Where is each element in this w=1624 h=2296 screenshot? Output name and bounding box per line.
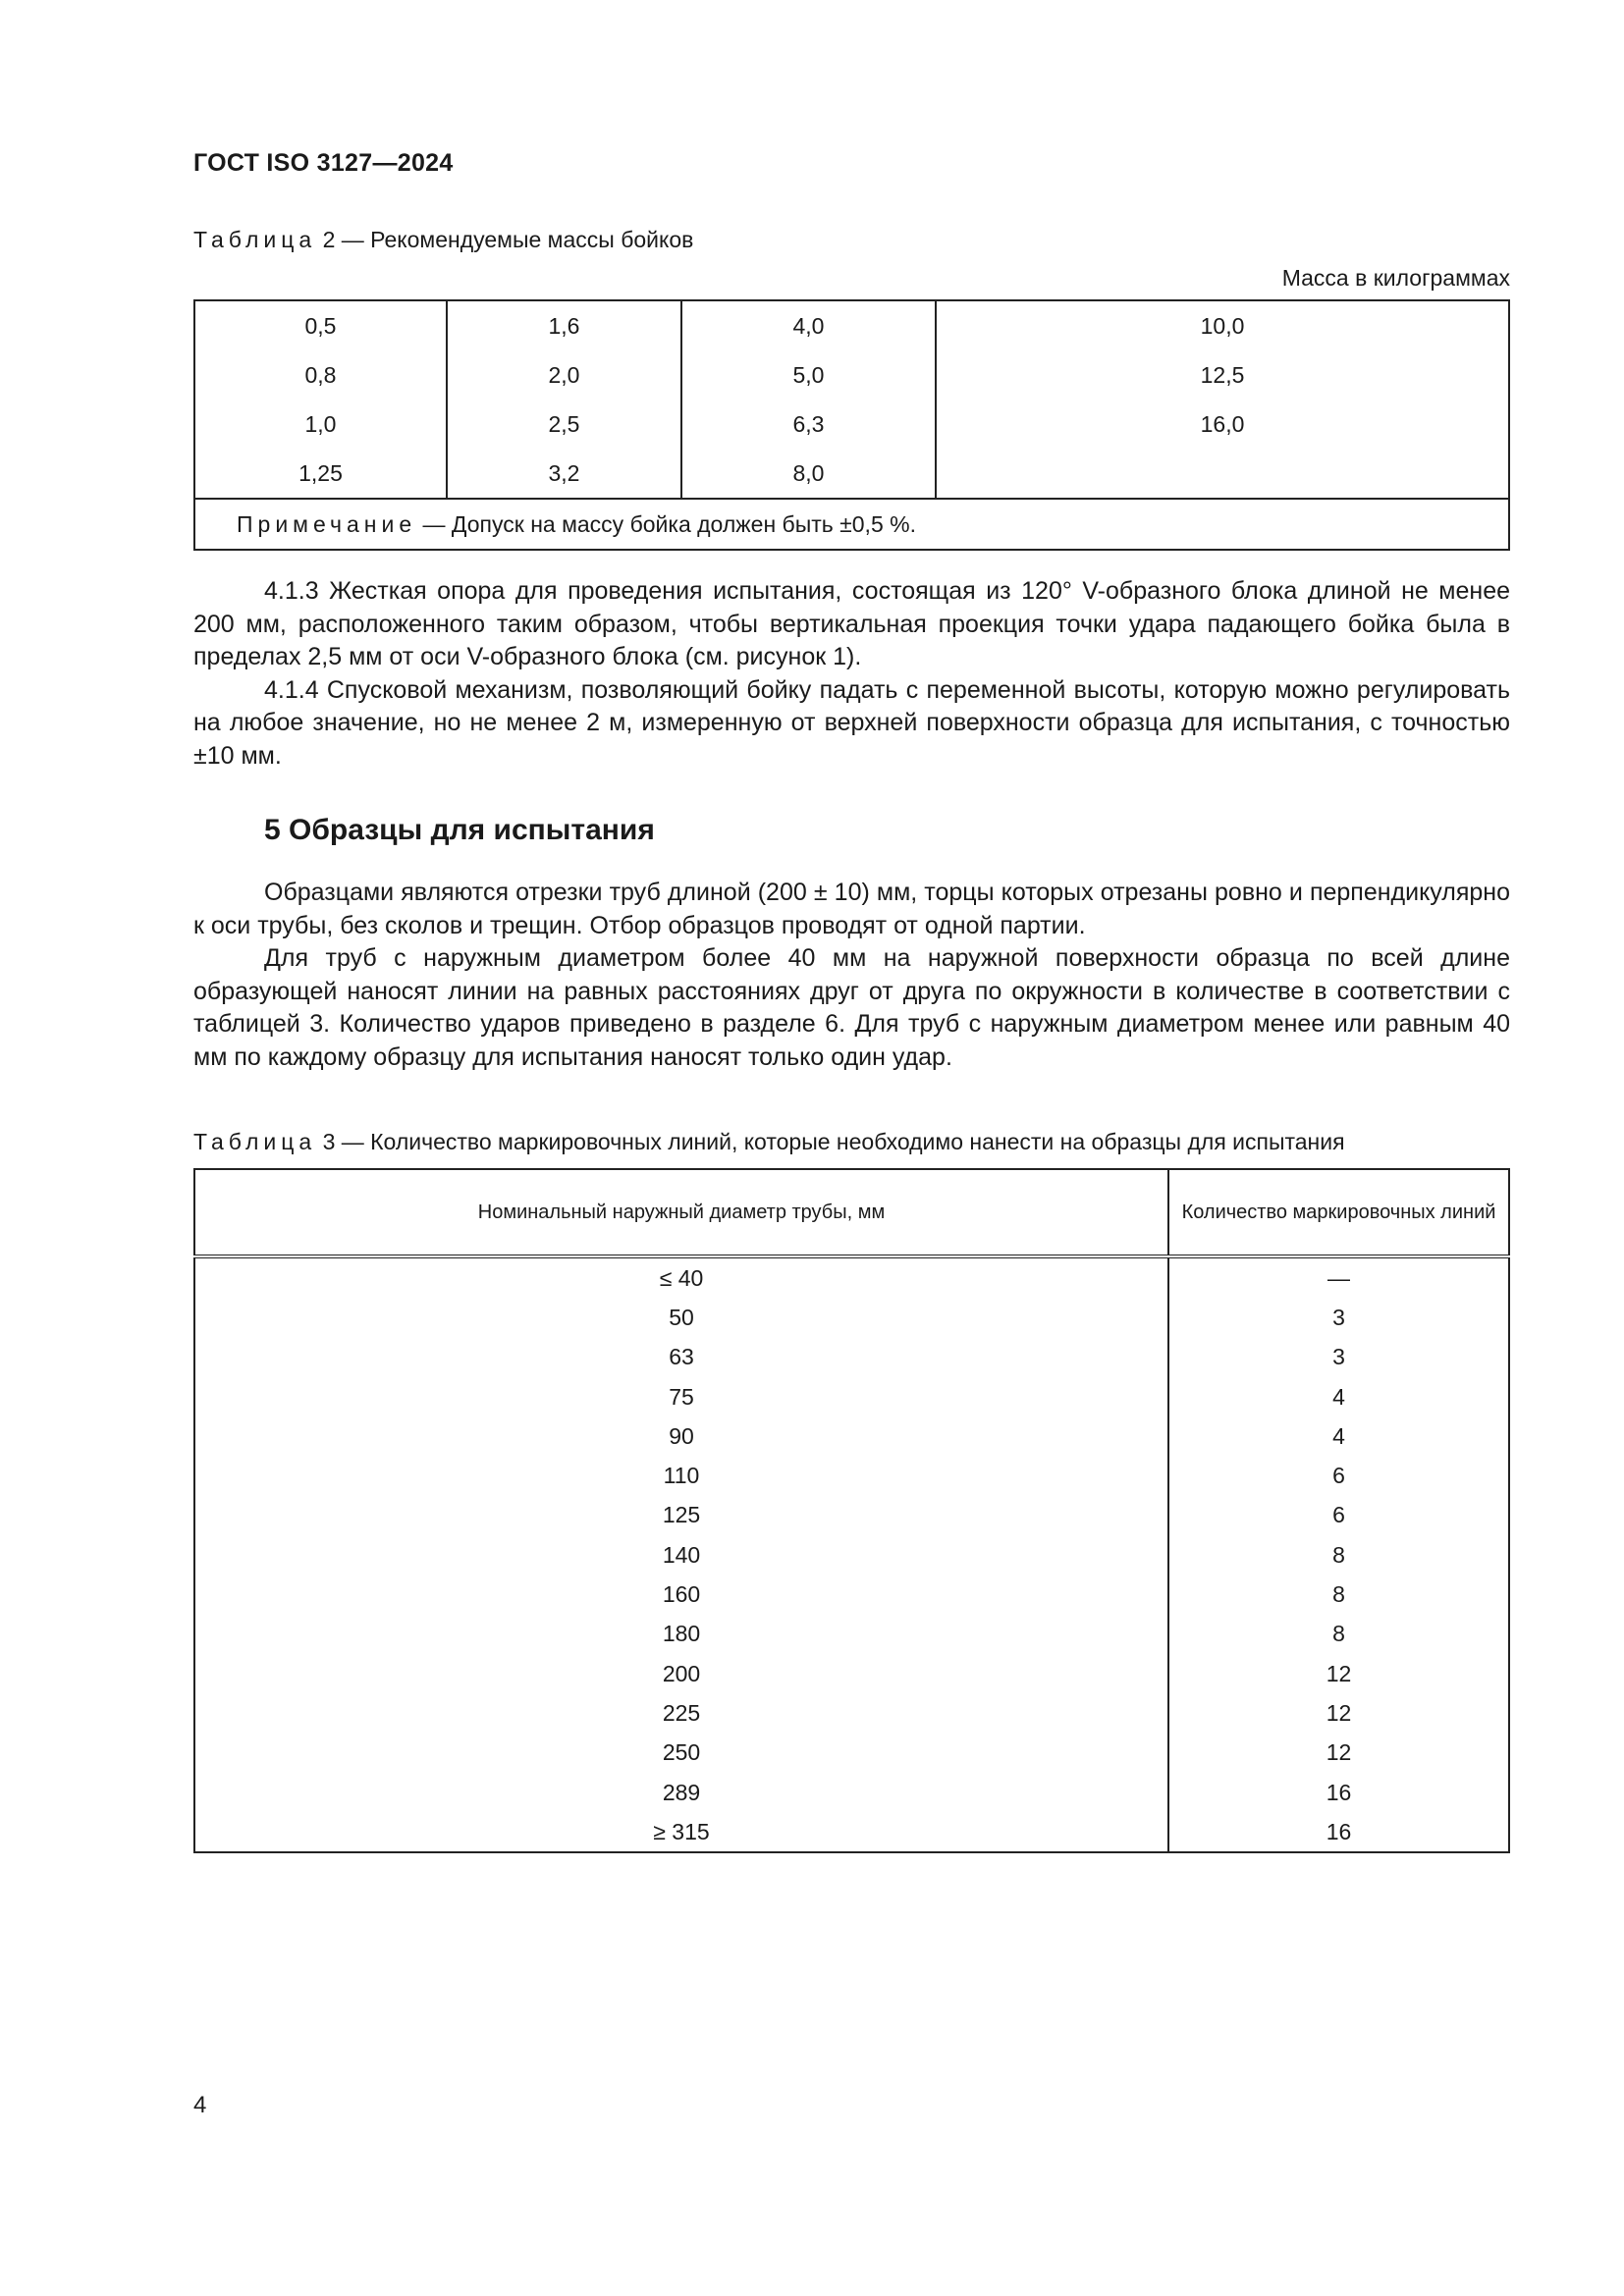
- table3-cell-diameter: 63: [194, 1338, 1168, 1377]
- table2-cell: 0,8: [194, 350, 447, 400]
- table2-caption-prefix: Таблица: [193, 227, 317, 252]
- table3-row: [194, 1615, 1509, 1654]
- table3-cell-diameter: 289: [194, 1773, 1168, 1812]
- table3-header-row: [194, 1169, 1509, 1256]
- table3-row: [194, 1338, 1509, 1377]
- table3-cell-diameter: 225: [194, 1693, 1168, 1733]
- table2-note-row: [194, 499, 1509, 550]
- document-code: ГОСТ ISO 3127—2024: [193, 149, 454, 177]
- table2-cell: 10,0: [936, 300, 1509, 350]
- table3-cell-diameter: 125: [194, 1496, 1168, 1535]
- table3-row: [194, 1456, 1509, 1495]
- table2-cell: 4,0: [681, 300, 936, 350]
- table3-caption: [193, 1129, 1345, 1155]
- table3-cell-lines: 12: [1326, 1699, 1352, 1726]
- table3-row: [194, 1496, 1509, 1535]
- table3-cell-lines: 8: [1332, 1621, 1345, 1647]
- table3-cell-diameter: ≥ 315: [194, 1812, 1168, 1852]
- clauses-block: [193, 575, 1510, 773]
- table3-cell-diameter: 160: [194, 1575, 1168, 1614]
- table2-cell: 2,5: [447, 400, 681, 449]
- table2-cell: 2,0: [447, 350, 681, 400]
- table3-row: [194, 1535, 1509, 1575]
- section5-paragraph-1: Образцами являются отрезки труб длиной (200 ± 10) мм, торцы которых отрезаны ровно и перпендикулярно к оси трубы, без сколов и трещин. Отбор образцов проводят от одной партии.: [193, 879, 1510, 939]
- table3-cell-lines: 8: [1332, 1541, 1345, 1568]
- table3-cell-lines: —: [1327, 1264, 1350, 1291]
- table2-cell: 3,2: [447, 449, 681, 499]
- table2-cell: 5,0: [681, 350, 936, 400]
- clause-4-1-3: 4.1.3 Жесткая опора для проведения испытания, состоящая из 120° V-образного блока длиной не менее 200 мм, расположенного таким образом, чтобы вертикальная проекция точки удара падающего бойка была в пределах 2,5 мм от оси V-образного блока (см. рисунок 1).: [193, 577, 1510, 670]
- page-number: 4: [193, 2092, 207, 2118]
- table3-row: [194, 1734, 1509, 1773]
- table3-cell-diameter: 90: [194, 1416, 1168, 1456]
- table2-cell: 0,5: [194, 300, 447, 350]
- table3-cell-lines: 4: [1332, 1422, 1345, 1449]
- table2-cell: 6,3: [681, 400, 936, 449]
- table3-cell-lines: 16: [1326, 1818, 1352, 1844]
- table2-units: Масса в килограммах: [1281, 265, 1510, 291]
- table3-cell-lines: 4: [1332, 1383, 1345, 1410]
- table3-cell-diameter: ≤ 40: [194, 1256, 1168, 1298]
- section5-body: [193, 877, 1510, 1074]
- table2-cell: 1,0: [194, 400, 447, 449]
- table2-cell: 8,0: [681, 449, 936, 499]
- table2-row: [194, 350, 1509, 400]
- table3-cell-diameter: 180: [194, 1615, 1168, 1654]
- table2-row: [194, 449, 1509, 499]
- table3: [193, 1168, 1510, 1853]
- table3-caption-prefix: Таблица: [193, 1129, 317, 1154]
- table3-row: [194, 1693, 1509, 1733]
- table3-cell-lines: 12: [1326, 1660, 1352, 1686]
- table2-row: [194, 400, 1509, 449]
- table2-cell: 1,6: [447, 300, 681, 350]
- clause-4-1-4: 4.1.4 Спусковой механизм, позволяющий бойку падать с переменной высоты, которую можно регулировать на любое значение, но не менее 2 м, измеренную от верхней поверхности образца для испытания, с точностью ±10 мм.: [193, 675, 1510, 770]
- table3-cell-lines: 12: [1326, 1739, 1352, 1766]
- table3-row: [194, 1812, 1509, 1852]
- table3-row: [194, 1654, 1509, 1693]
- table3-row: [194, 1416, 1509, 1456]
- table3-header-lines: Количество маркировочных линий: [1168, 1169, 1509, 1256]
- section5-heading: 5 Образцы для испытания: [264, 814, 655, 846]
- table3-cell-diameter: 110: [194, 1456, 1168, 1495]
- table3-cell-lines: 3: [1332, 1304, 1345, 1330]
- table2-caption-text: 2 — Рекомендуемые массы бойков: [316, 227, 694, 252]
- table2-cell: 12,5: [936, 350, 1509, 400]
- table2-row: [194, 300, 1509, 350]
- table3-caption-text: 3 — Количество маркировочных линий, которые необходимо нанести на образцы для испытания: [316, 1129, 1345, 1154]
- table2-note-prefix: Примечание: [237, 510, 417, 537]
- section5-paragraph-2: Для труб с наружным диаметром более 40 мм на наружной поверхности образца по всей длине образующей наносят линии на равных расстояниях друг от друга по окружности в количестве в соответствии с таблицей 3. Количество ударов приведено в разделе 6. Для труб с наружным диаметром менее или равным 40 мм по каждому образцу для испытания наносят только один удар.: [193, 944, 1510, 1071]
- table2: [193, 299, 1510, 551]
- table3-cell-lines: 8: [1332, 1581, 1345, 1608]
- table3-row: [194, 1298, 1509, 1337]
- table3-cell-diameter: 250: [194, 1734, 1168, 1773]
- table3-cell-lines: 3: [1332, 1344, 1345, 1370]
- table3-row: [194, 1377, 1509, 1416]
- table3-row: [194, 1256, 1509, 1298]
- table2-cell: 1,25: [194, 449, 447, 499]
- table3-cell-diameter: 75: [194, 1377, 1168, 1416]
- table2-cell: [936, 449, 1509, 499]
- table3-cell-lines: 16: [1326, 1779, 1352, 1805]
- table3-header-diameter: Номинальный наружный диаметр трубы, мм: [194, 1169, 1168, 1256]
- table2-note: [194, 499, 1509, 550]
- table3-cell-diameter: 140: [194, 1535, 1168, 1575]
- table2-caption: [193, 227, 693, 253]
- table3-cell-lines: 6: [1332, 1502, 1345, 1528]
- table2-cell: 16,0: [936, 400, 1509, 449]
- table2-note-text: — Допуск на массу бойка должен быть ±0,5 %.: [416, 510, 916, 537]
- table3-cell-lines: 6: [1332, 1463, 1345, 1489]
- table3-cell-diameter: 200: [194, 1654, 1168, 1693]
- table3-row: [194, 1773, 1509, 1812]
- table3-row: [194, 1575, 1509, 1614]
- table3-cell-diameter: 50: [194, 1298, 1168, 1337]
